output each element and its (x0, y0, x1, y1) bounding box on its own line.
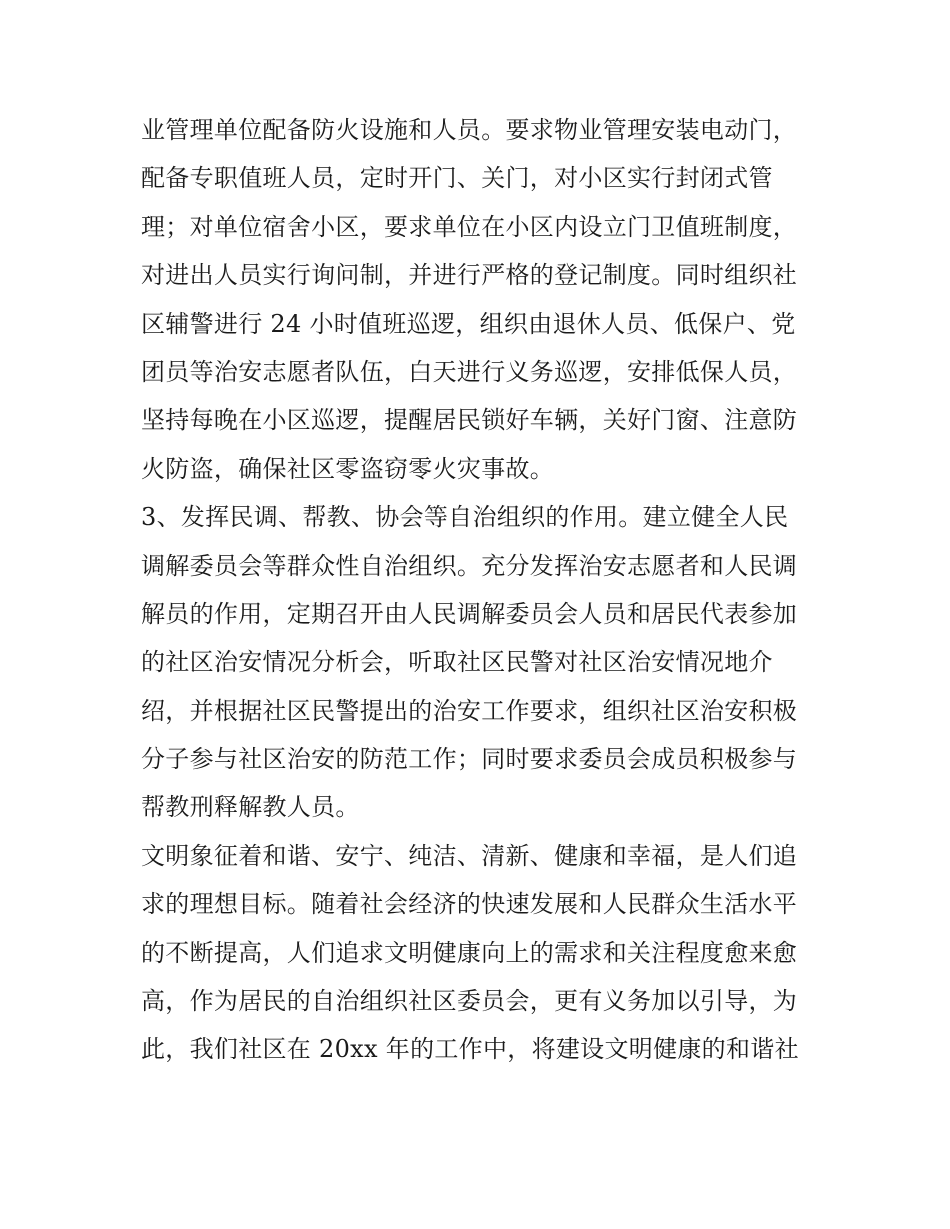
text-line: 求的理想目标。随着社会经济的快速发展和人民群众生活水平 (141, 890, 798, 919)
document-body (141, 106, 841, 1074)
text-line: 绍，并根据社区民警提出的治安工作要求，组织社区治安积极 (141, 696, 798, 725)
text-line: 的不断提高，人们追求文明健康向上的需求和关注程度愈来愈 (141, 938, 798, 967)
text-line: 帮教刑释解教人员。 (141, 793, 360, 822)
text-line: 解员的作用，定期召开由人民调解委员会人员和居民代表参加 (141, 599, 798, 628)
text-line: 坚持每晚在小区巡逻，提醒居民锁好车辆，关好门窗、注意防 (141, 406, 798, 435)
text-line: 文明象征着和谐、安宁、纯洁、清新、健康和幸福，是人们追 (141, 841, 798, 870)
text-line: 理；对单位宿舍小区，要求单位在小区内设立门卫值班制度， (141, 212, 798, 241)
text-line: 团员等治安志愿者队伍，白天进行义务巡逻，安排低保人员， (141, 357, 798, 386)
text-line: 分子参与社区治安的防范工作；同时要求委员会成员积极参与 (141, 745, 798, 774)
text-line: 高，作为居民的自治组织社区委员会，更有义务加以引导，为 (141, 987, 798, 1016)
text-line: 的社区治安情况分析会，听取社区民警对社区治安情况地介 (141, 648, 773, 677)
text-line: 区辅警进行 24 小时值班巡逻，组织由退休人员、低保户、党 (141, 309, 796, 338)
text-line: 配备专职值班人员，定时开门、关门，对小区实行封闭式管 (141, 164, 773, 193)
text-line: 3、发挥民调、帮教、协会等自治组织的作用。建立健全人民 (141, 503, 789, 532)
text-line: 业管理单位配备防火设施和人员。要求物业管理安装电动门， (141, 116, 798, 144)
text-line: 对进出人员实行询问制，并进行严格的登记制度。同时组织社 (141, 261, 798, 290)
text-line: 此，我们社区在 20xx 年的工作中，将建设文明健康的和谐社 (141, 1035, 799, 1064)
text-line: 火防盗，确保社区零盗窃零火灾事故。 (141, 454, 555, 483)
text-line: 调解委员会等群众性自治组织。充分发挥治安志愿者和人民调 (141, 551, 798, 580)
